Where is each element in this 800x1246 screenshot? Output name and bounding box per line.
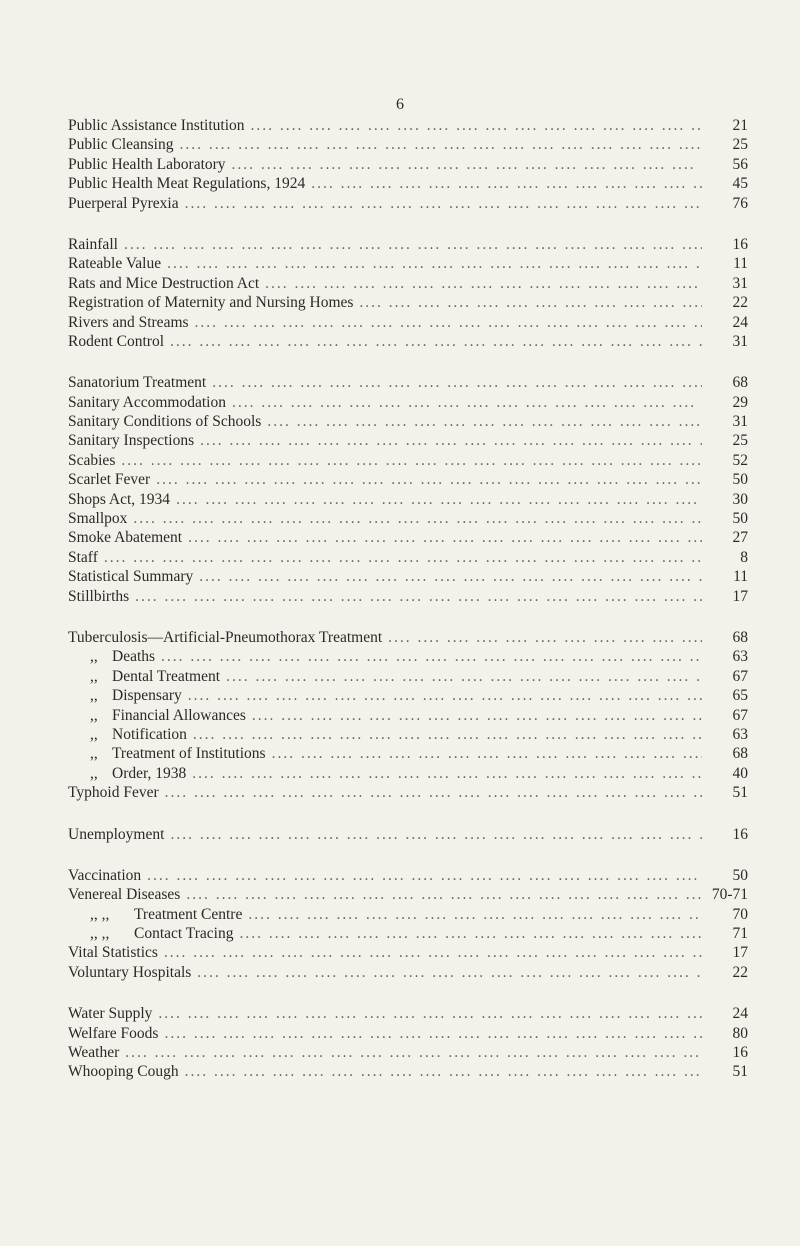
page-reference: 8 bbox=[740, 548, 748, 566]
index-term-text: Typhoid Fever bbox=[68, 784, 159, 802]
ditto-mark: ,, ,, bbox=[90, 925, 110, 943]
index-term-text: Weather bbox=[68, 1044, 120, 1062]
index-term bbox=[68, 194, 179, 213]
index-term-text: Rivers and Streams bbox=[68, 313, 189, 331]
index-term-text: Rainfall bbox=[68, 235, 118, 253]
index-entry bbox=[68, 924, 748, 943]
page-reference: 68 bbox=[732, 628, 748, 646]
index-term bbox=[68, 274, 259, 293]
page-reference: 68 bbox=[732, 745, 748, 763]
dot-leader bbox=[133, 509, 702, 528]
index-term bbox=[68, 116, 245, 135]
dot-leader bbox=[197, 963, 702, 982]
dot-leader bbox=[265, 274, 702, 293]
dot-leader bbox=[125, 1043, 702, 1062]
dot-leader bbox=[226, 667, 702, 686]
dot-leader bbox=[232, 393, 702, 412]
index-term-text: Rodent Control bbox=[68, 332, 165, 350]
page-reference: 50 bbox=[732, 471, 748, 489]
index-entry bbox=[68, 431, 748, 450]
page-reference: 22 bbox=[732, 963, 748, 981]
index-entry bbox=[68, 825, 748, 844]
index-term-text: Public Health Laboratory bbox=[68, 155, 226, 173]
index-entry bbox=[68, 313, 748, 332]
dot-leader bbox=[124, 235, 702, 254]
dot-leader bbox=[359, 293, 702, 312]
dot-leader bbox=[188, 528, 702, 547]
index-term-text: Financial Allowances bbox=[112, 706, 246, 724]
index-entry bbox=[68, 764, 748, 783]
dot-leader bbox=[267, 412, 702, 431]
index-entry bbox=[68, 587, 748, 606]
index-term-text: Staff bbox=[68, 548, 98, 566]
page-reference: 40 bbox=[732, 764, 748, 782]
index-entry bbox=[68, 412, 748, 431]
index-term-text: Deaths bbox=[112, 648, 156, 666]
ditto-mark: ,, ,, bbox=[90, 905, 110, 923]
index-entry bbox=[68, 373, 748, 392]
dot-leader bbox=[192, 764, 702, 783]
index-term bbox=[68, 135, 173, 154]
index-term bbox=[68, 943, 158, 962]
index-entry bbox=[68, 905, 748, 924]
index-term-text: Treatment of Institutions bbox=[112, 745, 266, 763]
ditto-mark: ,, bbox=[90, 706, 98, 724]
index-term-text: Dental Treatment bbox=[112, 667, 221, 685]
index-term bbox=[68, 628, 382, 647]
index-entry bbox=[68, 155, 748, 174]
index-term bbox=[68, 313, 189, 332]
index-term-text: Stillbirths bbox=[68, 587, 130, 605]
index-entry bbox=[68, 783, 748, 802]
page-reference: 65 bbox=[732, 687, 748, 705]
index-term-text: Vital Statistics bbox=[68, 944, 158, 962]
index-group bbox=[68, 373, 748, 606]
index-term-text: Registration of Maternity and Nursing Homes bbox=[68, 294, 354, 312]
index-term-text: Venereal Diseases bbox=[68, 886, 181, 904]
index-term-text: Vaccination bbox=[68, 866, 142, 884]
dot-leader bbox=[239, 924, 702, 943]
index-term bbox=[68, 174, 305, 193]
index-term bbox=[68, 528, 182, 547]
index-term bbox=[68, 1043, 119, 1062]
index-term-text: Contact Tracing bbox=[134, 925, 234, 943]
dot-leader bbox=[158, 1004, 702, 1023]
index-term bbox=[68, 744, 266, 763]
dot-leader bbox=[186, 885, 702, 904]
index-term bbox=[68, 963, 191, 982]
index-term bbox=[68, 647, 155, 666]
index-term-text: Public Assistance Institution bbox=[68, 117, 245, 134]
dot-leader bbox=[200, 431, 702, 450]
index-term bbox=[68, 548, 98, 567]
index-term-text: Sanitary Inspections bbox=[68, 432, 195, 450]
index-term-text: Rateable Value bbox=[68, 255, 162, 273]
index-term-text: Welfare Foods bbox=[68, 1024, 159, 1042]
page-reference: 16 bbox=[732, 825, 748, 843]
index-term bbox=[68, 332, 164, 351]
index-term-text: Public Health Meat Regulations, 1924 bbox=[68, 175, 306, 193]
page-reference: 68 bbox=[732, 374, 748, 392]
page-reference: 27 bbox=[732, 529, 748, 547]
index-term bbox=[68, 764, 186, 783]
index-term-text: Sanitary Conditions of Schools bbox=[68, 413, 262, 431]
page-reference: 51 bbox=[732, 1063, 748, 1081]
index-group bbox=[68, 825, 748, 844]
index-entry bbox=[68, 274, 748, 293]
index-term-text: Rats and Mice Destruction Act bbox=[68, 274, 260, 292]
dot-leader bbox=[232, 155, 702, 174]
index-term bbox=[68, 686, 182, 705]
dot-leader bbox=[161, 647, 702, 666]
index-entry bbox=[68, 393, 748, 412]
dot-leader bbox=[252, 706, 702, 725]
index-term bbox=[68, 490, 170, 509]
index-term-text: Sanitary Accommodation bbox=[68, 393, 226, 411]
index-entry bbox=[68, 528, 748, 547]
index-entry bbox=[68, 725, 748, 744]
page-reference: 52 bbox=[732, 451, 748, 469]
index-term bbox=[68, 885, 180, 904]
index-term bbox=[68, 1024, 158, 1043]
page-reference: 50 bbox=[732, 866, 748, 884]
ditto-mark: ,, bbox=[90, 745, 98, 763]
index-entry bbox=[68, 567, 748, 586]
index-term-text: Treatment Centre bbox=[134, 905, 243, 923]
index-term-text: Public Cleansing bbox=[68, 136, 174, 154]
index-entry bbox=[68, 1024, 748, 1043]
index-entry bbox=[68, 470, 748, 489]
index-term-text: Scabies bbox=[68, 451, 116, 469]
index-entry bbox=[68, 744, 748, 763]
dot-leader bbox=[121, 451, 702, 470]
index-term bbox=[68, 725, 187, 744]
index-entry bbox=[68, 116, 748, 135]
index-term bbox=[68, 509, 127, 528]
index-term bbox=[68, 1062, 179, 1081]
dot-leader bbox=[104, 548, 702, 567]
index-entry bbox=[68, 174, 748, 193]
index-term bbox=[68, 924, 233, 943]
index-entry bbox=[68, 628, 748, 647]
dot-leader bbox=[170, 332, 702, 351]
index-entry bbox=[68, 1062, 748, 1081]
index-term-text: Water Supply bbox=[68, 1005, 153, 1023]
subject-index bbox=[68, 116, 748, 1104]
page-reference: 45 bbox=[732, 175, 748, 193]
index-term bbox=[68, 783, 159, 802]
ditto-mark: ,, bbox=[90, 687, 98, 705]
index-term-text: Scarlet Fever bbox=[68, 471, 151, 489]
index-term bbox=[68, 1004, 152, 1023]
dot-leader bbox=[272, 744, 702, 763]
dot-leader bbox=[248, 905, 702, 924]
dot-leader bbox=[185, 194, 702, 213]
index-entry bbox=[68, 866, 748, 885]
index-term bbox=[68, 155, 226, 174]
ditto-mark: ,, bbox=[90, 667, 98, 685]
index-entry bbox=[68, 235, 748, 254]
page-reference: 63 bbox=[732, 725, 748, 743]
page-reference: 11 bbox=[733, 568, 748, 586]
index-term bbox=[68, 451, 115, 470]
page-reference: 17 bbox=[732, 944, 748, 962]
index-term bbox=[68, 431, 194, 450]
index-term bbox=[68, 567, 193, 586]
index-term bbox=[68, 905, 242, 924]
index-entry bbox=[68, 963, 748, 982]
index-term-text: Notification bbox=[112, 725, 187, 743]
page-reference: 25 bbox=[732, 136, 748, 154]
index-term bbox=[68, 825, 164, 844]
index-term bbox=[68, 393, 226, 412]
dot-leader bbox=[164, 943, 702, 962]
page-reference: 11 bbox=[733, 255, 748, 273]
index-term bbox=[68, 412, 261, 431]
page-reference: 24 bbox=[732, 1005, 748, 1023]
index-entry bbox=[68, 194, 748, 213]
index-group bbox=[68, 628, 748, 803]
index-entry bbox=[68, 293, 748, 312]
index-term-text: Whooping Cough bbox=[68, 1063, 179, 1081]
ditto-mark: ,, bbox=[90, 764, 98, 782]
dot-leader bbox=[311, 174, 702, 193]
index-entry bbox=[68, 509, 748, 528]
index-term bbox=[68, 254, 161, 273]
index-group bbox=[68, 866, 748, 982]
index-term bbox=[68, 373, 206, 392]
page-reference: 31 bbox=[732, 413, 748, 431]
index-term-text: Smoke Abatement bbox=[68, 529, 183, 547]
dot-leader bbox=[251, 116, 702, 135]
index-entry bbox=[68, 647, 748, 666]
page-reference: 24 bbox=[732, 313, 748, 331]
index-group bbox=[68, 116, 748, 213]
index-entry bbox=[68, 1043, 748, 1062]
dot-leader bbox=[212, 373, 702, 392]
dot-leader bbox=[135, 587, 702, 606]
page-reference: 67 bbox=[732, 706, 748, 724]
page-reference: 50 bbox=[732, 510, 748, 528]
dot-leader bbox=[176, 490, 702, 509]
page-reference: 80 bbox=[732, 1024, 748, 1042]
page-reference: 30 bbox=[732, 490, 748, 508]
page-reference: 63 bbox=[732, 648, 748, 666]
dot-leader bbox=[199, 567, 702, 586]
index-term-text: Tuberculosis—Artificial-Pneumothorax Treatment bbox=[68, 628, 383, 646]
page-reference: 76 bbox=[732, 194, 748, 212]
page-reference: 22 bbox=[732, 294, 748, 312]
page-reference: 70-71 bbox=[711, 886, 748, 904]
dot-leader bbox=[179, 135, 702, 154]
index-group bbox=[68, 1004, 748, 1082]
page-reference: 25 bbox=[732, 432, 748, 450]
index-entry bbox=[68, 885, 748, 904]
page-reference: 29 bbox=[732, 393, 748, 411]
index-entry bbox=[68, 451, 748, 470]
index-entry bbox=[68, 686, 748, 705]
dot-leader bbox=[185, 1062, 702, 1081]
page-reference: 70 bbox=[732, 905, 748, 923]
index-entry bbox=[68, 332, 748, 351]
dot-leader bbox=[188, 686, 702, 705]
dot-leader bbox=[147, 866, 702, 885]
index-group bbox=[68, 235, 748, 351]
page-reference: 51 bbox=[732, 784, 748, 802]
index-entry bbox=[68, 667, 748, 686]
index-entry bbox=[68, 706, 748, 725]
page-reference: 31 bbox=[732, 274, 748, 292]
index-entry bbox=[68, 490, 748, 509]
dot-leader bbox=[170, 825, 702, 844]
index-term-text: Order, 1938 bbox=[112, 764, 187, 782]
page-reference: 16 bbox=[732, 235, 748, 253]
index-entry bbox=[68, 548, 748, 567]
page-reference: 16 bbox=[732, 1044, 748, 1062]
dot-leader bbox=[167, 254, 702, 273]
index-term-text: Puerperal Pyrexia bbox=[68, 194, 179, 212]
index-term bbox=[68, 293, 353, 312]
dot-leader bbox=[156, 470, 702, 489]
ditto-mark: ,, bbox=[90, 725, 98, 743]
index-term-text: Statistical Summary bbox=[68, 568, 194, 586]
page-number: 6 bbox=[396, 96, 404, 113]
index-term-text: Shops Act, 1934 bbox=[68, 490, 171, 508]
dot-leader bbox=[195, 313, 702, 332]
page-reference: 67 bbox=[732, 667, 748, 685]
index-term-text: Sanatorium Treatment bbox=[68, 374, 207, 392]
index-term bbox=[68, 587, 129, 606]
index-term-text: Voluntary Hospitals bbox=[68, 963, 192, 981]
index-term-text: Unemployment bbox=[68, 825, 165, 843]
index-term bbox=[68, 235, 118, 254]
dot-leader bbox=[193, 725, 702, 744]
ditto-mark: ,, bbox=[90, 648, 98, 666]
index-term bbox=[68, 866, 141, 885]
index-entry bbox=[68, 135, 748, 154]
index-entry bbox=[68, 943, 748, 962]
index-term-text: Dispensary bbox=[112, 687, 182, 705]
dot-leader bbox=[164, 1024, 702, 1043]
page-reference: 71 bbox=[732, 925, 748, 943]
index-entry bbox=[68, 254, 748, 273]
page-reference: 21 bbox=[732, 117, 748, 134]
index-term bbox=[68, 470, 150, 489]
dot-leader bbox=[388, 628, 702, 647]
page-reference: 17 bbox=[732, 587, 748, 605]
index-entry bbox=[68, 1004, 748, 1023]
page-reference: 56 bbox=[732, 155, 748, 173]
index-term bbox=[68, 706, 246, 725]
page-reference: 31 bbox=[732, 332, 748, 350]
index-term-text: Smallpox bbox=[68, 510, 128, 528]
index-term bbox=[68, 667, 220, 686]
dot-leader bbox=[165, 783, 702, 802]
